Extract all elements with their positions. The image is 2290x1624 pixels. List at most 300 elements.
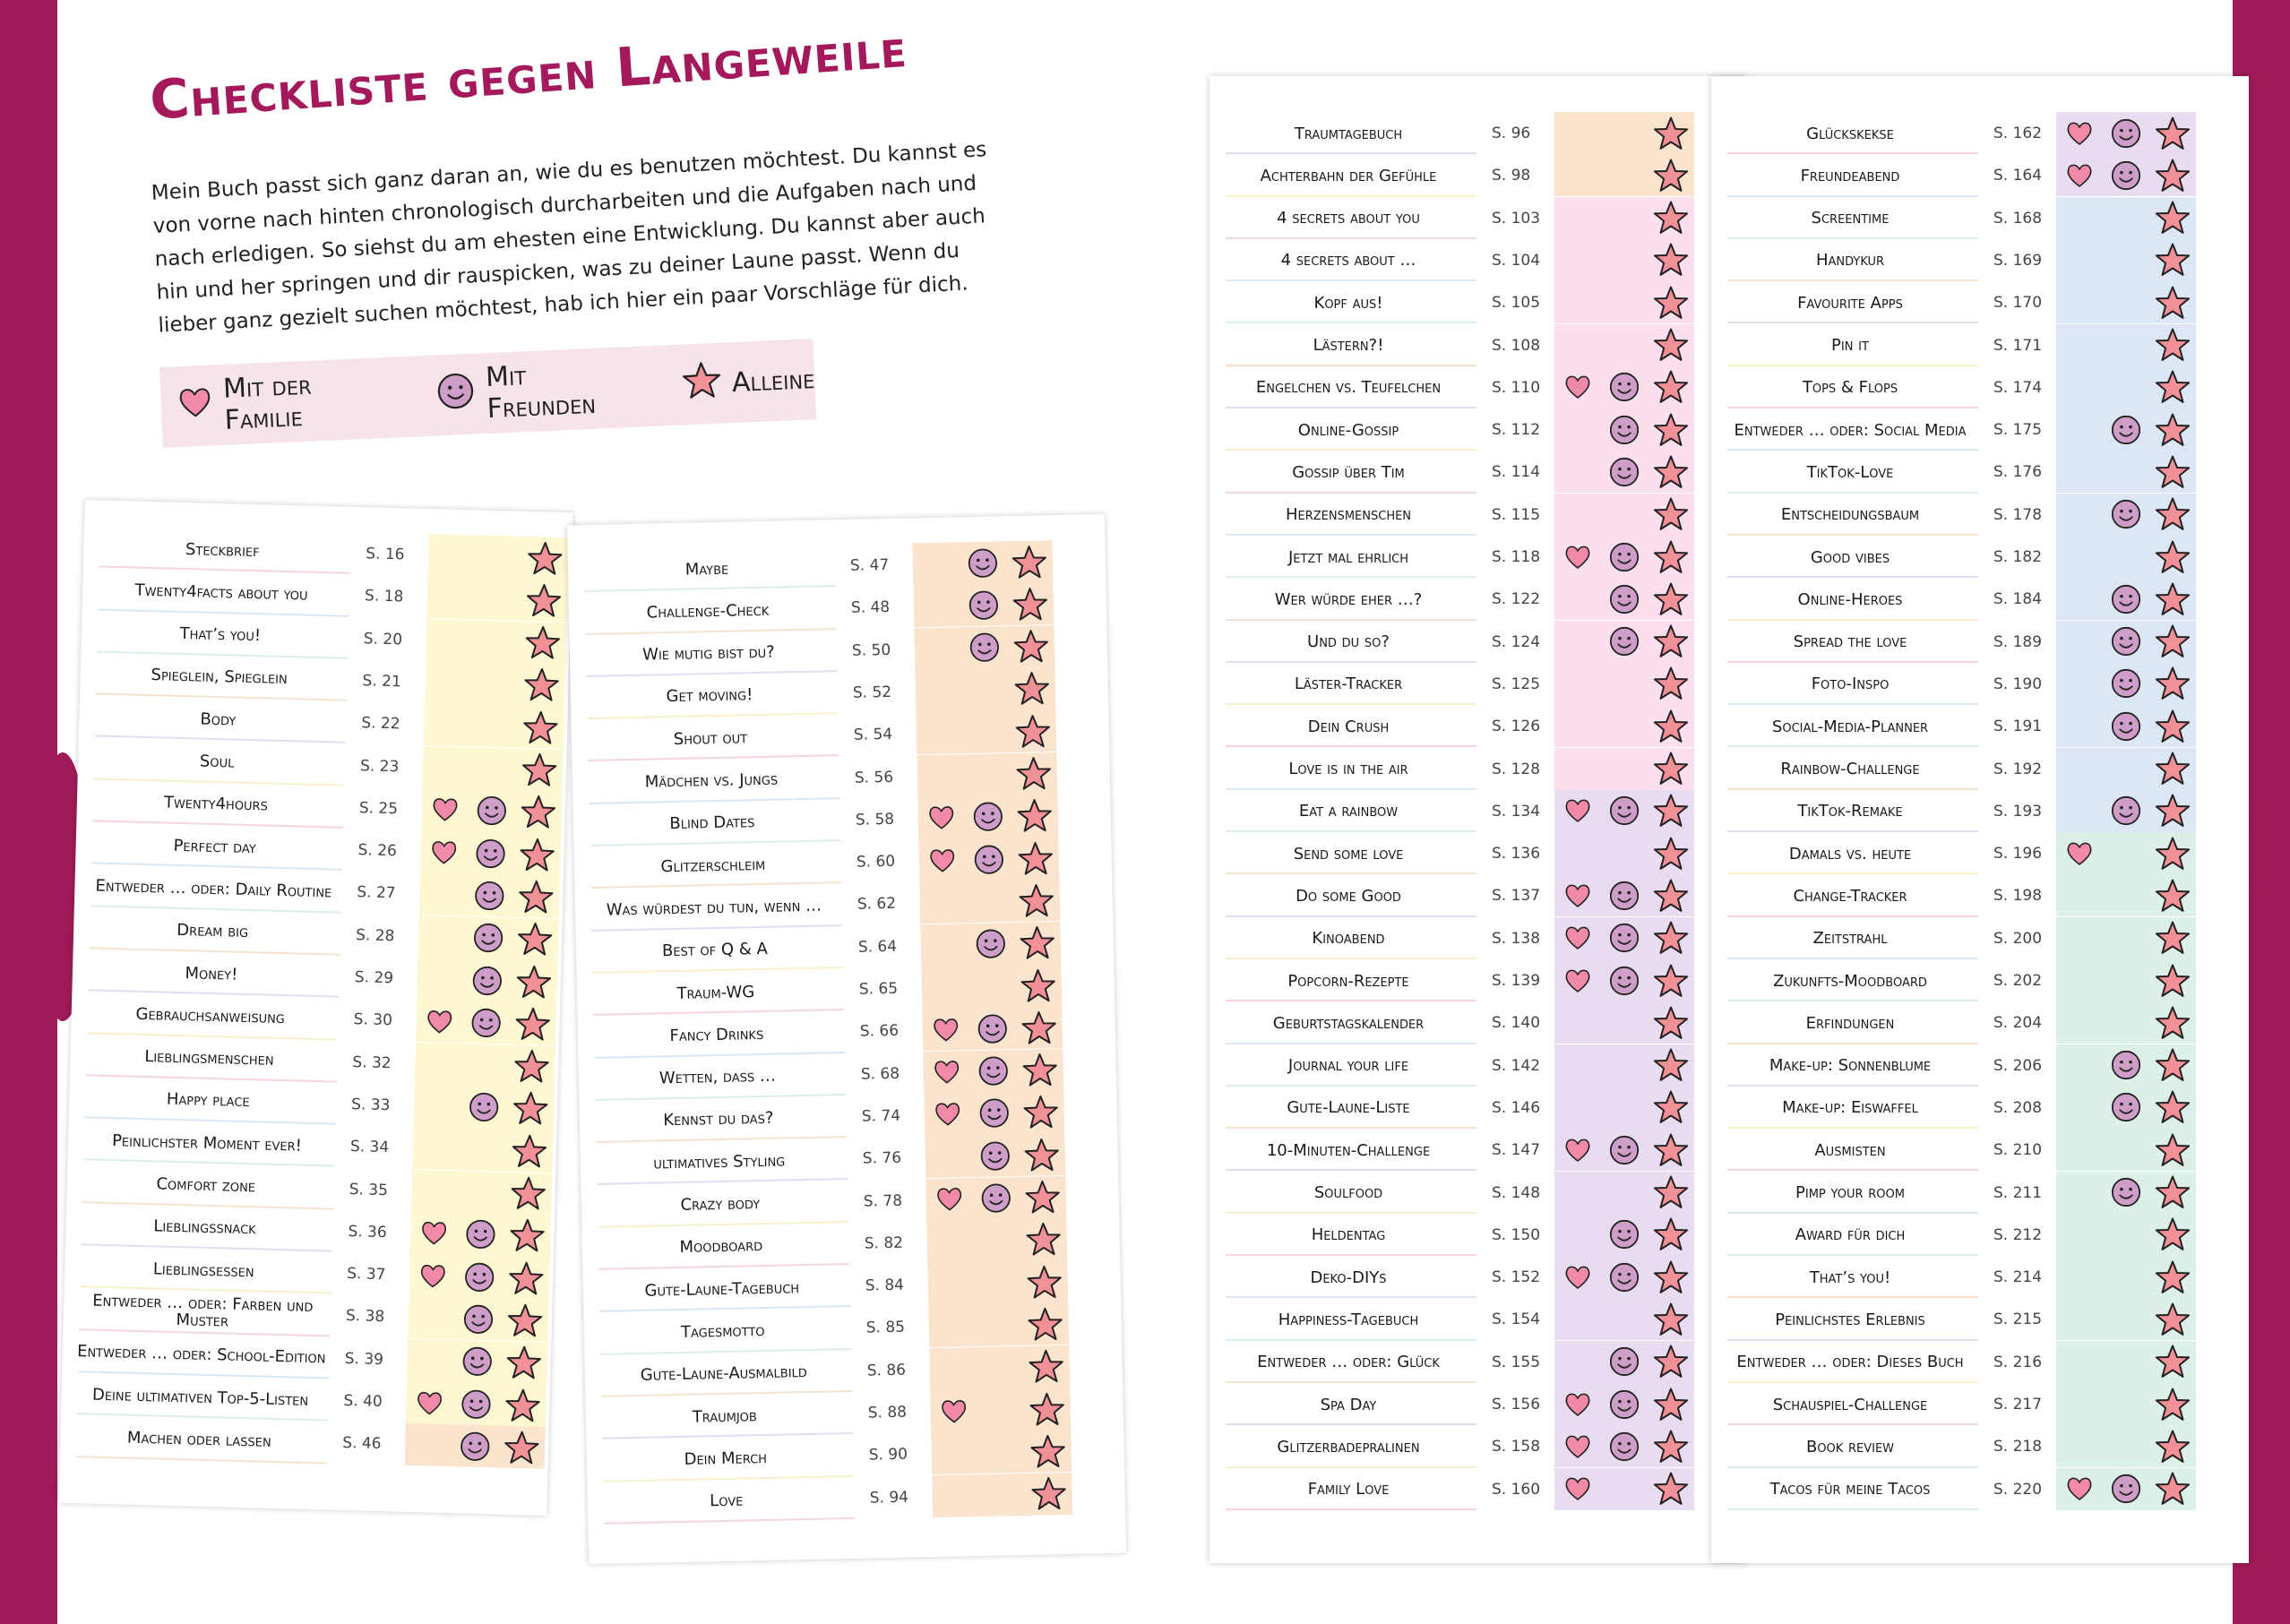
star-icon: [2155, 1132, 2191, 1168]
row-heart-cell: [1554, 1468, 1603, 1512]
row-star-cell: [2149, 1341, 2196, 1385]
row-smiley-cell: [463, 958, 512, 1003]
row-heart-cell: [1554, 1341, 1603, 1385]
row-star-cell: [514, 791, 562, 836]
row-page: S. 25: [358, 798, 399, 819]
row-smiley-cell: [2103, 366, 2151, 410]
row-star-cell: [1648, 239, 1694, 283]
row-heart-cell: [920, 924, 969, 968]
row-page: S. 110: [1492, 378, 1541, 397]
row-star-cell: [1648, 324, 1694, 368]
row-smiley-cell: [1601, 1256, 1649, 1300]
row-page: S. 37: [346, 1265, 386, 1285]
star-icon: [1653, 200, 1689, 236]
row-page: S. 66: [859, 1022, 900, 1041]
row-page: S. 84: [865, 1276, 905, 1295]
checklist-row: [1210, 748, 1747, 790]
checklist-panel-1: [58, 500, 572, 1516]
row-smiley-cell: [2103, 1468, 2151, 1512]
row-heart-cell: [421, 788, 470, 833]
row-star-cell: [2149, 154, 2196, 198]
row-smiley-cell: [2103, 917, 2151, 961]
row-heart-cell: [425, 661, 474, 706]
row-page: S. 154: [1492, 1310, 1541, 1329]
row-label: Dein Merch: [684, 1448, 768, 1469]
star-icon: [1011, 544, 1047, 580]
row-star-cell: [1648, 917, 1694, 961]
star-icon: [2155, 200, 2191, 236]
row-heart-cell: [2056, 578, 2105, 622]
row-star-cell: [1648, 748, 1694, 792]
row-label: Wetten, dass …: [659, 1066, 777, 1088]
smiley-icon: [1608, 1218, 1640, 1250]
star-icon: [504, 1387, 541, 1423]
row-smiley-cell: [469, 747, 518, 792]
row-star-cell: [1019, 1175, 1066, 1220]
row-smiley-cell: [454, 1298, 504, 1343]
row-page: S. 124: [1492, 632, 1541, 651]
heart-icon: [1563, 1474, 1592, 1503]
row-label: Crazy body: [680, 1194, 761, 1215]
row-heart-cell: [2056, 1341, 2105, 1385]
smiley-icon: [461, 1302, 495, 1336]
row-star-cell: [1648, 832, 1694, 876]
smiley-icon: [473, 879, 506, 912]
heart-icon: [1563, 881, 1592, 910]
row-star-cell: [1648, 281, 1694, 325]
row-star-cell: [1021, 1302, 1069, 1347]
row-heart-cell: [932, 1474, 981, 1519]
row-page: S. 29: [354, 968, 394, 988]
star-icon: [1653, 158, 1689, 193]
smiley-icon: [463, 1260, 496, 1293]
row-page: S. 164: [1993, 167, 2043, 185]
row-label: Good vibes: [1810, 547, 1890, 567]
row-heart-cell: [1554, 1044, 1603, 1088]
row-smiley-cell: [467, 831, 516, 876]
row-page: S. 103: [1492, 209, 1541, 228]
row-heart-cell: [2056, 1001, 2105, 1045]
checklist-row: [1210, 790, 1747, 832]
row-label: Tops & Flops: [1802, 378, 1898, 398]
smiley-icon: [1608, 625, 1640, 657]
legend-item-family: [176, 366, 394, 438]
heart-icon: [1563, 1390, 1592, 1419]
row-heart-cell: [1554, 154, 1603, 198]
row-label: Dream big: [176, 921, 249, 942]
checklist-row: [1210, 1298, 1747, 1340]
heart-icon: [176, 383, 214, 428]
star-icon: [2155, 412, 2191, 448]
smiley-icon: [1608, 880, 1640, 912]
heart-icon: [429, 838, 459, 867]
checklist-row: [1711, 1341, 2249, 1383]
row-label: Moodboard: [679, 1236, 763, 1258]
row-label: Money!: [185, 963, 238, 984]
row-star-cell: [1013, 922, 1061, 967]
row-label: Spa Day: [1320, 1395, 1377, 1414]
row-star-cell: [1648, 197, 1694, 241]
row-smiley-cell: [960, 626, 1010, 671]
row-smiley-cell: [2103, 239, 2151, 283]
row-smiley-cell: [1601, 197, 1649, 241]
star-icon: [1653, 369, 1689, 405]
row-star-cell: [2149, 705, 2196, 749]
row-label: Zukunfts-Moodboard: [1773, 971, 1927, 991]
star-icon: [1653, 412, 1689, 448]
row-label: Social-Media-Planner: [1771, 717, 1929, 736]
row-heart-cell: [922, 1008, 971, 1053]
star-icon: [2155, 1216, 2191, 1252]
row-star-cell: [1014, 964, 1062, 1009]
row-label: Wer würde eher …?: [1274, 589, 1423, 609]
heart-icon: [927, 803, 957, 833]
row-label: Ausmisten: [1814, 1140, 1886, 1160]
row-star-cell: [498, 1426, 546, 1471]
row-page: S. 169: [1993, 251, 2043, 270]
star-icon: [514, 1006, 551, 1043]
heart-icon: [1563, 796, 1592, 825]
row-page: S. 216: [1993, 1353, 2043, 1371]
row-heart-cell: [2056, 451, 2105, 494]
row-label: Wie mutig bist du?: [641, 642, 775, 665]
checklist-row: [1711, 1256, 2249, 1298]
heart-icon: [425, 1007, 454, 1036]
star-icon: [2155, 1344, 2191, 1379]
star-icon: [2155, 751, 2191, 786]
row-label: Entweder … oder: School-Edition: [76, 1342, 326, 1368]
row-page: S. 136: [1492, 845, 1541, 864]
row-star-cell: [2149, 748, 2196, 792]
row-star-cell: [2149, 621, 2196, 665]
row-heart-cell: [913, 584, 962, 629]
heart-icon: [1563, 967, 1592, 995]
row-smiley-cell: [1601, 112, 1649, 156]
row-heart-cell: [405, 1423, 454, 1468]
star-icon: [1016, 797, 1053, 834]
row-heart-cell: [422, 746, 471, 791]
row-star-cell: [1018, 1133, 1065, 1178]
row-smiley-cell: [1601, 154, 1649, 198]
row-smiley-cell: [2103, 1214, 2151, 1258]
row-star-cell: [2149, 917, 2196, 961]
checklist-row: [1210, 154, 1747, 196]
row-label: Glitzerbadepralinen: [1277, 1437, 1420, 1456]
row-smiley-cell: [468, 789, 517, 834]
checklist-row: [1210, 1256, 1747, 1298]
row-smiley-cell: [1601, 366, 1649, 410]
row-label: Peinlichstes Erlebnis: [1775, 1310, 1925, 1329]
heart-icon: [418, 1261, 448, 1291]
row-label: Spieglein, Spieglein: [151, 666, 288, 689]
star-icon: [512, 1090, 549, 1127]
row-page: S. 170: [1993, 294, 2043, 313]
checklist-row: [1711, 1383, 2249, 1425]
row-heart-cell: [1554, 239, 1603, 283]
row-page: S. 85: [865, 1319, 906, 1338]
star-icon: [522, 709, 559, 746]
row-label: Favourite Apps: [1797, 293, 1903, 313]
row-heart-cell: [1554, 959, 1603, 1003]
checklist-panel-4: [1711, 76, 2249, 1563]
legend-label-friends: Mit Freunden: [485, 360, 597, 425]
row-smiley-cell: [1601, 578, 1649, 622]
row-smiley-cell: [1601, 790, 1649, 834]
row-label: Zeitstrahl: [1812, 929, 1888, 949]
star-icon: [2155, 1174, 2191, 1210]
row-page: S. 34: [349, 1138, 390, 1157]
star-icon: [2155, 1259, 2191, 1295]
row-heart-cell: [2056, 1425, 2105, 1469]
row-star-cell: [506, 1087, 554, 1132]
smiley-icon: [976, 1012, 1009, 1045]
row-page: S. 217: [1993, 1396, 2043, 1413]
row-heart-cell: [2056, 408, 2105, 452]
star-icon: [1653, 285, 1689, 321]
row-label: Und du so?: [1307, 632, 1390, 652]
row-star-cell: [1648, 1214, 1694, 1258]
smiley-icon: [2110, 1049, 2142, 1081]
row-label: Shout out: [673, 727, 748, 749]
row-star-cell: [510, 960, 557, 1005]
row-page: S. 56: [854, 768, 894, 787]
row-page: S. 125: [1492, 675, 1541, 693]
row-smiley-cell: [466, 874, 515, 919]
row-heart-cell: [916, 711, 965, 756]
star-icon: [2155, 539, 2191, 575]
star-icon: [1019, 924, 1055, 961]
row-smiley-cell: [964, 795, 1013, 840]
star-icon: [2155, 1387, 2191, 1422]
row-heart-cell: [2056, 621, 2105, 665]
row-smiley-cell: [2103, 1383, 2151, 1427]
row-label: ultimatives Styling: [653, 1151, 786, 1173]
checklist-row: [1711, 324, 2249, 366]
row-page: S. 214: [1993, 1268, 2043, 1287]
row-star-cell: [2149, 324, 2196, 368]
row-smiley-cell: [962, 710, 1012, 755]
row-smiley-cell: [2103, 1256, 2151, 1300]
row-heart-cell: [1554, 917, 1603, 961]
row-page: S. 174: [1993, 378, 2043, 397]
row-smiley-cell: [2103, 578, 2151, 622]
row-star-cell: [501, 1299, 548, 1344]
smiley-icon: [2110, 117, 2142, 150]
row-heart-cell: [416, 1000, 465, 1044]
row-label: Blind Dates: [669, 812, 755, 834]
checklist-row: [1210, 917, 1747, 959]
row-page: S. 48: [850, 598, 891, 618]
row-page: S. 104: [1492, 251, 1541, 270]
row-smiley-cell: [971, 1134, 1020, 1179]
star-icon: [1653, 963, 1689, 999]
row-page: S. 178: [1993, 505, 2043, 524]
row-star-cell: [2149, 1129, 2196, 1173]
row-smiley-cell: [2103, 1298, 2151, 1342]
row-heart-cell: [1554, 366, 1603, 410]
star-icon: [1653, 666, 1689, 701]
row-label: Eat a rainbow: [1298, 802, 1399, 821]
row-page: S. 98: [1492, 167, 1531, 185]
row-label: Foto-Inspo: [1811, 675, 1890, 694]
checklist-row: [1711, 1298, 2249, 1340]
row-smiley-cell: [974, 1261, 1023, 1306]
star-icon: [515, 963, 552, 1000]
star-icon: [521, 752, 558, 788]
row-smiley-cell: [965, 838, 1014, 882]
star-icon: [506, 1302, 543, 1339]
row-star-cell: [505, 1130, 553, 1174]
row-smiley-cell: [1601, 748, 1649, 792]
row-label: Body: [200, 709, 237, 730]
star-icon: [1013, 671, 1050, 708]
row-star-cell: [2149, 959, 2196, 1003]
star-icon: [1028, 1348, 1064, 1385]
row-page: S. 162: [1993, 125, 2043, 142]
row-smiley-cell: [1601, 1214, 1649, 1258]
star-icon: [1653, 242, 1689, 278]
row-label: Rainbow-Challenge: [1780, 760, 1920, 778]
row-label: Lästern?!: [1313, 336, 1384, 355]
row-page: S. 88: [867, 1403, 908, 1422]
row-heart-cell: [426, 619, 475, 664]
row-heart-cell: [2056, 324, 2105, 368]
row-star-cell: [2149, 790, 2196, 834]
star-icon: [1653, 920, 1689, 956]
row-smiley-cell: [1601, 1341, 1649, 1385]
smiley-icon: [1608, 922, 1640, 954]
smiley-icon: [1608, 583, 1640, 615]
star-icon: [1653, 1005, 1689, 1041]
row-page: S. 118: [1492, 548, 1541, 566]
star-icon: [505, 1345, 542, 1381]
row-heart-cell: [2056, 748, 2105, 792]
row-rule: [1226, 1508, 1476, 1510]
row-label: Online-Gossip: [1297, 420, 1399, 440]
row-smiley-cell: [2103, 1087, 2151, 1130]
smiley-icon: [459, 1430, 492, 1463]
row-smiley-cell: [2103, 1044, 2151, 1088]
row-label: Heldentag: [1311, 1225, 1386, 1245]
row-heart-cell: [409, 1254, 459, 1299]
row-star-cell: [1017, 1091, 1064, 1136]
row-star-cell: [517, 706, 564, 751]
row-page: S. 191: [1993, 717, 2043, 736]
row-page: S. 192: [1993, 760, 2043, 778]
row-page: S. 126: [1492, 717, 1541, 736]
star-icon: [1653, 836, 1689, 872]
row-heart-cell: [929, 1347, 978, 1392]
row-smiley-cell: [475, 535, 524, 580]
row-heart-cell: [1554, 578, 1603, 622]
star-icon: [1653, 1387, 1689, 1422]
row-heart-cell: [1554, 1256, 1603, 1300]
row-smiley-cell: [1601, 494, 1649, 537]
row-smiley-cell: [1601, 1298, 1649, 1342]
star-icon: [2155, 116, 2191, 151]
row-label: Achterbahn der Gefühle: [1260, 166, 1437, 185]
row-star-cell: [1011, 795, 1058, 839]
star-icon: [2155, 158, 2191, 193]
row-page: S. 108: [1492, 336, 1541, 355]
row-star-cell: [518, 664, 565, 709]
row-page: S. 82: [864, 1233, 904, 1253]
row-smiley-cell: [977, 1388, 1026, 1433]
smiley-icon: [968, 589, 1001, 622]
row-page: S. 202: [1993, 972, 2043, 990]
row-label: Book review: [1805, 1437, 1895, 1456]
row-page: S. 156: [1492, 1396, 1541, 1413]
row-smiley-cell: [2103, 621, 2151, 665]
row-page: S. 215: [1993, 1310, 2043, 1329]
row-smiley-cell: [959, 541, 1008, 586]
row-label: Pimp your room: [1795, 1183, 1905, 1202]
row-label: Best of Q & A: [661, 940, 769, 961]
row-page: S. 65: [858, 979, 899, 999]
star-icon: [1017, 840, 1054, 877]
row-heart-cell: [2056, 1172, 2105, 1216]
checklist-row: [1210, 1044, 1747, 1087]
row-smiley-cell: [457, 1213, 506, 1258]
row-page: S. 20: [363, 629, 403, 649]
star-icon: [1653, 539, 1689, 575]
row-label: Deine ultimativen Top-5-Listen: [91, 1385, 309, 1410]
row-heart-cell: [2056, 1129, 2105, 1173]
row-heart-cell: [419, 872, 469, 917]
row-label: Get moving!: [666, 685, 753, 707]
checklist-row: [1711, 281, 2249, 323]
row-label: Make-up: Sonnenblume: [1769, 1056, 1932, 1076]
row-label: Twenty4hours: [163, 793, 269, 815]
row-star-cell: [2149, 1383, 2196, 1427]
star-icon: [1653, 1216, 1689, 1252]
row-smiley-cell: [1601, 1172, 1649, 1216]
row-page: S. 90: [868, 1445, 908, 1465]
row-star-cell: [1005, 540, 1053, 585]
row-star-cell: [1648, 578, 1694, 622]
row-page: S. 148: [1492, 1183, 1541, 1202]
star-icon: [2155, 666, 2191, 701]
row-smiley-cell: [2103, 1129, 2151, 1173]
checklist-row: [1711, 494, 2249, 536]
row-label: Do some Good: [1296, 886, 1401, 906]
row-star-cell: [1020, 1218, 1067, 1263]
row-star-cell: [2149, 1298, 2196, 1342]
heart-icon: [1563, 924, 1592, 952]
smiley-icon: [461, 1345, 494, 1379]
row-star-cell: [1015, 1006, 1063, 1051]
row-page: S. 35: [349, 1180, 389, 1199]
row-page: S. 182: [1993, 548, 2043, 566]
star-icon: [1653, 116, 1689, 151]
row-star-cell: [500, 1341, 547, 1386]
row-smiley-cell: [2103, 281, 2151, 325]
row-heart-cell: [2056, 1468, 2105, 1512]
checklist-rows: [76, 525, 572, 1454]
row-star-cell: [2149, 239, 2196, 283]
row-label: Gute-Laune-Tagebuch: [644, 1277, 800, 1301]
checklist-row: [1210, 112, 1747, 154]
star-icon: [1653, 751, 1689, 786]
row-heart-cell: [928, 1304, 977, 1349]
row-heart-cell: [2056, 494, 2105, 537]
row-heart-cell: [1554, 536, 1603, 580]
row-label: Traum-WG: [676, 982, 755, 1003]
row-star-cell: [1025, 1472, 1072, 1517]
row-label: Entweder … oder: Social Media: [1734, 420, 1967, 440]
row-star-cell: [1020, 1260, 1068, 1305]
star-icon: [1653, 327, 1689, 363]
